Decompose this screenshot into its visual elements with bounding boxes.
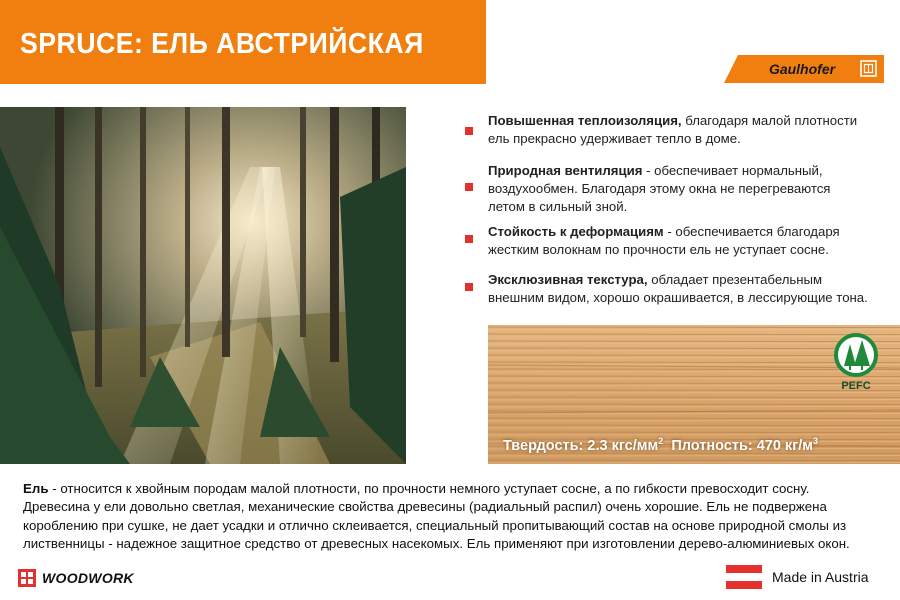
description-line: короблению при сушке, не дает усадки и отлично склеивается, специальный пропитывающий состав на основе природной смолы из (23, 517, 847, 533)
made-in-label: Made in Austria (772, 569, 869, 585)
bullet-square-icon (465, 283, 473, 291)
woodwork-window-icon (18, 569, 36, 587)
description-line: лиственницы - надежное защитное средство от древесных насекомых. Ель применяют при изготовлении дерево-алюминиевых окон. (23, 536, 850, 552)
feature-text: - обеспечивается благодаря (663, 224, 840, 239)
description-line: Древесина у ели довольно светлая, механические свойства древесины (радиальный распил) очень хорошие. Ель не подвержена (23, 499, 827, 515)
description-line: - относится к хвойным породам малой плотности, по прочности немного уступает сосне, а по гибкости превосходит сосну. (48, 481, 810, 496)
bullet-square-icon (465, 235, 473, 243)
feature-text: жестким волокнам по прочности ель не уступает сосне. (488, 242, 829, 257)
forest-photo (0, 107, 406, 464)
wood-properties-caption (503, 436, 818, 454)
density-unit-sup: 3 (813, 436, 819, 446)
pefc-label: PEFC (841, 380, 871, 392)
feature-title: Эксклюзивная текстура, (488, 272, 648, 287)
feature-title: Повышенная теплоизоляция, (488, 113, 682, 128)
feature-text: летом в сильный зной. (488, 199, 628, 214)
feature-text: воздухообмен. Благодаря этому окна не перегреваются (488, 181, 831, 196)
density-value: Плотность: 470 кг/м (671, 437, 813, 454)
pefc-logo (826, 330, 886, 398)
feature-title: Природная вентиляция (488, 163, 643, 178)
title-banner (0, 0, 486, 84)
spruce-description (23, 480, 885, 554)
feature-text: - обеспечивает нормальный, (642, 163, 823, 178)
gaulhofer-logo (724, 55, 884, 83)
brand-name: Gaulhofer (768, 61, 836, 77)
bullet-square-icon (465, 127, 473, 135)
feature-text: обладает презентабельным (647, 272, 823, 287)
feature-text: ель прекрасно удерживает тепло в доме. (488, 131, 741, 146)
hardness-unit-sup: 2 (658, 436, 664, 446)
feature-text: благодаря малой плотности (681, 113, 858, 128)
hardness-value: Твердость: 2.3 кгс/мм (503, 437, 659, 454)
feature-title: Стойкость к деформациям (488, 224, 664, 239)
made-in-austria (726, 565, 886, 589)
bullet-square-icon (465, 183, 473, 191)
austria-flag-icon (726, 565, 762, 589)
description-term: Ель (23, 481, 49, 496)
feature-text: внешним видом, хорошо окрашивается, в лессирующие тона. (488, 290, 868, 305)
page-title: SPRUCE: ЕЛЬ АВСТРИЙСКАЯ (20, 28, 424, 60)
woodwork-brand-name: WOODWORK (42, 570, 134, 586)
